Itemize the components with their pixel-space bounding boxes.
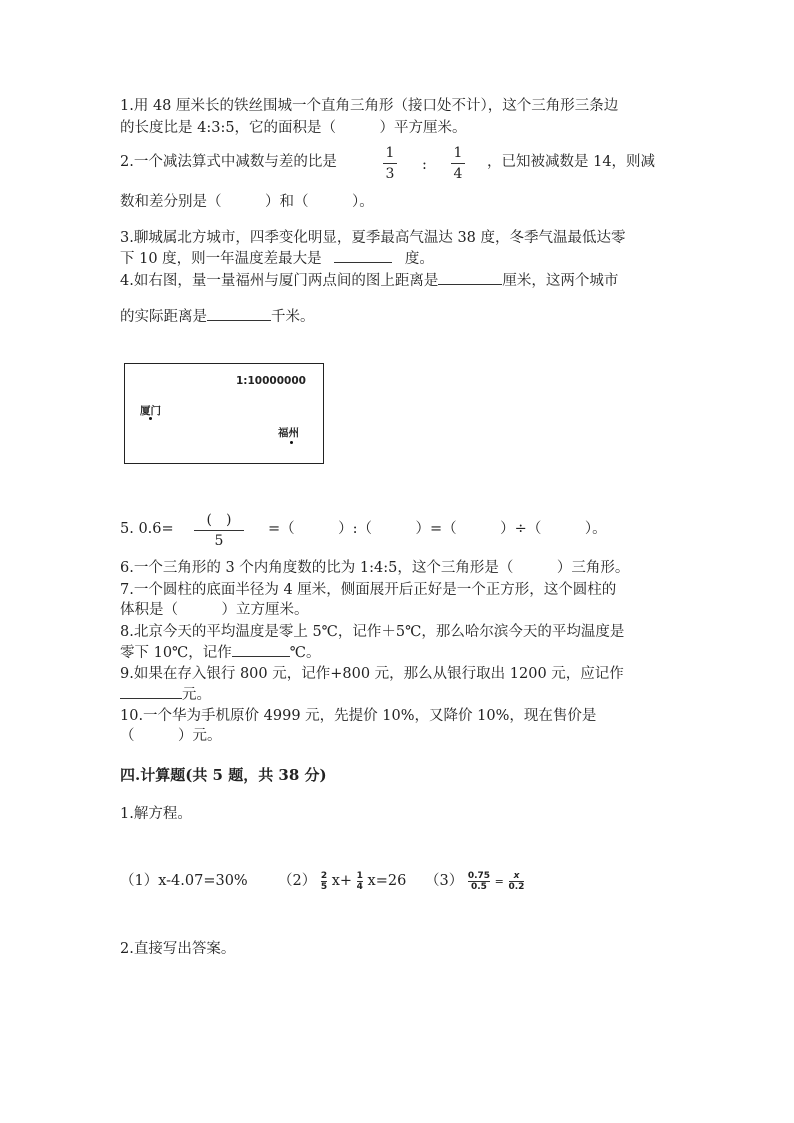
q4-line1 xyxy=(120,270,618,291)
q9-line1: 9.如果在存入银行 800 元，记作+800 元，那么从银行取出 1200 元，应记作 xyxy=(120,666,624,682)
q4-line2 xyxy=(120,306,315,327)
equation-3 xyxy=(425,866,524,897)
equation-2-end: x=26 xyxy=(367,873,407,889)
eq2-f1-num: 2 xyxy=(320,870,328,881)
q1-line2: 的长度比是 4:3:5，它的面积是（ ）平方厘米。 xyxy=(120,120,467,136)
q7-line2: 体积是（ ）立方厘米。 xyxy=(120,602,309,618)
q1-line1: 1.用 48 厘米长的铁丝围城一个直角三角形（接口处不计），这个三角形三条边 xyxy=(120,98,619,114)
xiamen-point-icon xyxy=(149,417,152,420)
eq3-f1-num: 0.75 xyxy=(467,870,491,881)
q5-frac-numerator: ( ) xyxy=(206,512,232,528)
q10-line2: （ ）元。 xyxy=(120,728,222,744)
q2-fraction-1 xyxy=(383,145,397,182)
q3-line1: 3.聊城属北方城市，四季变化明显，夏季最高气温达 38 度，冬季气温最低达零 xyxy=(120,230,626,246)
q9-answer-blank[interactable] xyxy=(120,684,182,699)
map-label-xiamen: 厦门 xyxy=(140,405,161,417)
q3-line2-text: 下 10 度，则一年温度差最大是 xyxy=(120,251,322,267)
q2-colon: : xyxy=(422,157,427,173)
equation-3-fraction-2 xyxy=(509,871,525,892)
q8-line2-text: 零下 10℃，记作 xyxy=(120,645,232,661)
equation-2 xyxy=(278,866,406,896)
map-scale: 1:10000000 xyxy=(236,375,306,387)
equation-3-label: （3） xyxy=(425,873,464,889)
eq3-f2-den: 0.2 xyxy=(508,881,525,892)
q2-suffix: ，已知被减数是 14，则减 xyxy=(487,154,656,170)
q5-frac-denominator: 5 xyxy=(214,533,224,549)
q5-prefix: 5. 0.6= xyxy=(120,521,174,537)
q8-line2 xyxy=(120,642,321,663)
calc2-title: 2.直接写出答案。 xyxy=(120,941,236,957)
q3-answer-blank[interactable] xyxy=(334,248,392,263)
q5-rest: =（ ）:（ ）=（ ）÷（ ）。 xyxy=(268,521,607,537)
calc1-title: 1.解方程。 xyxy=(120,806,192,822)
equation-2-label: （2） xyxy=(278,873,317,889)
equation-3-equals: = xyxy=(494,875,504,888)
q3-line2-end: 度。 xyxy=(404,251,434,267)
equation-2-fraction-1 xyxy=(321,871,327,892)
q9-line2-end: 元。 xyxy=(182,687,211,703)
q9-line2 xyxy=(120,684,211,705)
fuzhou-point-icon xyxy=(290,441,293,444)
q4-line2-end: 千米。 xyxy=(271,309,315,325)
q8-line1: 8.北京今天的平均温度是零上 5℃，记作＋5℃，那么哈尔滨今天的平均温度是 xyxy=(120,624,625,640)
q4-blank-2[interactable] xyxy=(207,306,271,321)
q3-line2 xyxy=(120,248,434,269)
equation-1: （1）x-4.07=30% xyxy=(120,873,248,889)
q2-frac1-denominator: 3 xyxy=(385,166,395,182)
eq2-f2-den: 4 xyxy=(356,881,363,892)
eq2-f2-num: 1 xyxy=(356,870,363,881)
q2-frac2-denominator: 4 xyxy=(453,166,463,182)
eq3-f1-den: 0.5 xyxy=(468,881,490,892)
equation-2-mid: x+ xyxy=(331,873,353,889)
section-4-title: 四.计算题(共 5 题，共 38 分) xyxy=(120,766,327,784)
q10-line1: 10.一个华为手机原价 4999 元，先提价 10%，又降价 10%，现在售价是 xyxy=(120,708,597,724)
q7-line1: 7.一个圆柱的底面半径为 4 厘米，侧面展开后正好是一个正方形，这个圆柱的 xyxy=(120,582,617,598)
q2-prefix: 2.一个减法算式中减数与差的比是 xyxy=(120,154,337,170)
q4-line1-end: 厘米，这两个城市 xyxy=(502,273,619,289)
q4-line1-text: 4.如右图，量一量福州与厦门两点间的图上距离是 xyxy=(120,273,439,289)
q8-line2-end: ℃。 xyxy=(289,645,321,661)
eq3-f2-num: x xyxy=(513,870,520,881)
q2-fraction-2 xyxy=(451,145,465,182)
q4-blank-1[interactable] xyxy=(438,270,502,285)
equation-2-fraction-2 xyxy=(357,871,363,892)
q2-frac2-numerator: 1 xyxy=(453,145,463,161)
q5-fraction xyxy=(194,512,244,549)
equation-3-fraction-1 xyxy=(468,871,490,892)
map-label-fuzhou: 福州 xyxy=(278,427,299,439)
q2-frac1-numerator: 1 xyxy=(385,145,395,161)
eq2-f1-den: 5 xyxy=(320,881,328,892)
q6-line1: 6.一个三角形的 3 个内角度数的比为 1:4:5，这个三角形是（ ）三角形。 xyxy=(120,560,630,576)
q8-answer-blank[interactable] xyxy=(232,642,290,657)
q2-line2: 数和差分别是（ ）和（ ）。 xyxy=(120,194,374,210)
q4-line2-text: 的实际距离是 xyxy=(120,309,207,325)
map-figure xyxy=(124,363,324,464)
